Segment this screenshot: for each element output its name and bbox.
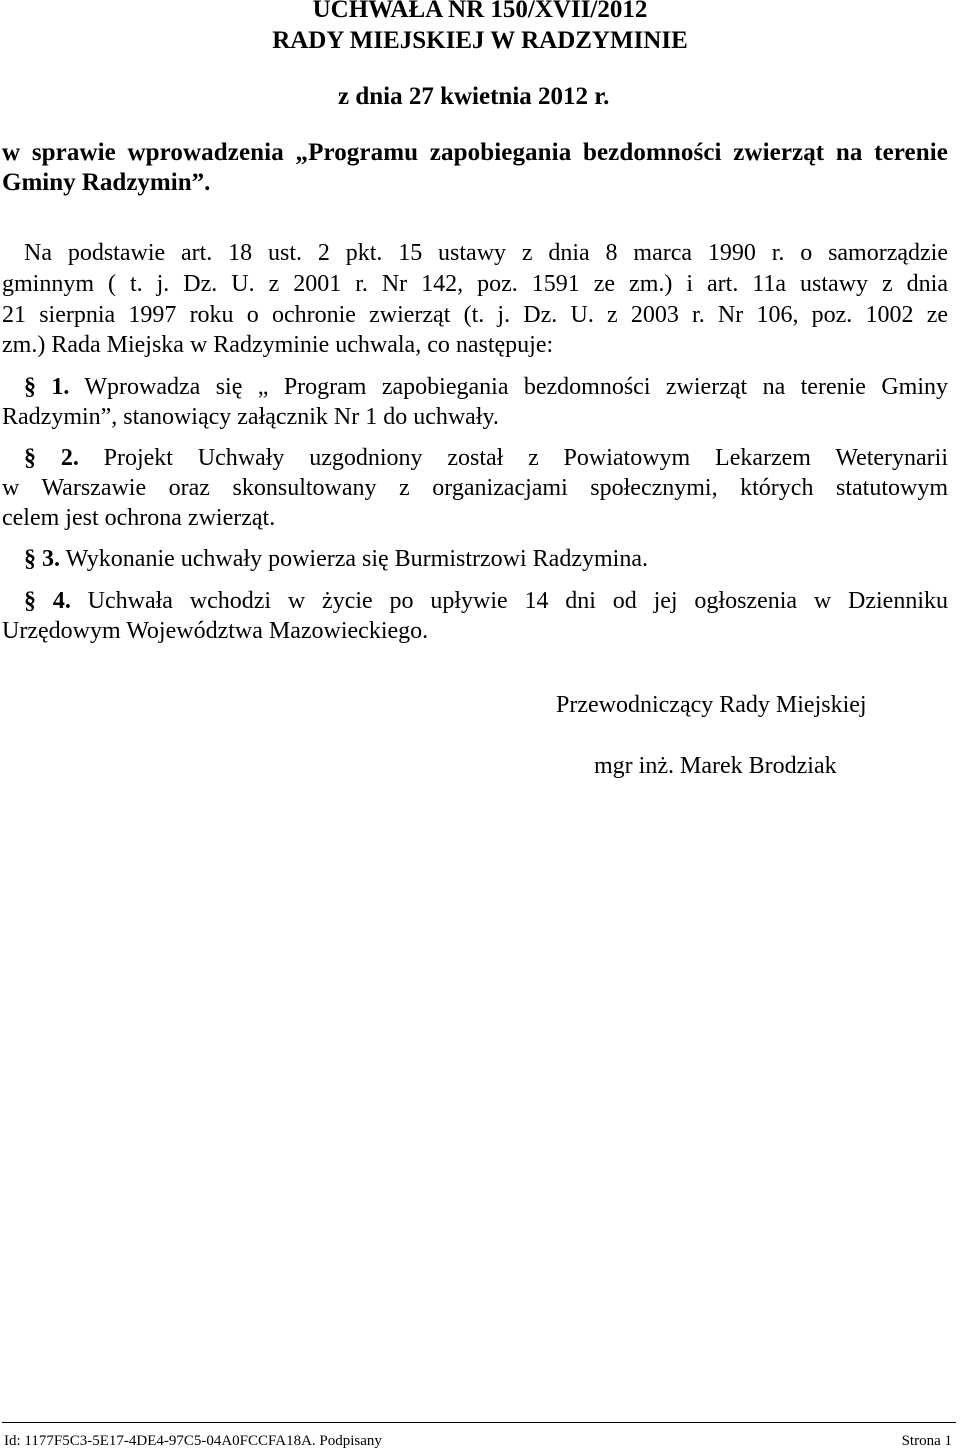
subject-line-2: Gminy Radzymin”. (2, 169, 211, 196)
section-3-number: § 3. (24, 546, 60, 572)
section-4-number: § 4. (24, 588, 71, 614)
section-2-line-2: w Warszawie oraz skonsultowany z organizacjami społecznymi, których statutowym (2, 475, 948, 501)
footer-divider (2, 1422, 956, 1423)
document-title: UCHWAŁA NR 150/XVII/2012 (312, 0, 648, 23)
footer-document-id: Id: 1177F5C3-5E17-4DE4-97C5-04A0FCCFA18A. Podpisany (4, 1433, 382, 1449)
section-2-line-1 (24, 443, 948, 473)
section-3-text: Wykonanie uchwały powierza się Burmistrzowi Radzymina. (65, 546, 648, 572)
section-3-line-1 (24, 544, 948, 574)
document-issuer: RADY MIEJSKIEJ W RADZYMINIE (272, 27, 688, 54)
preamble-line-3: 21 sierpnia 1997 roku o ochronie zwierząt (t. j. Dz. U. z 2003 r. Nr 106, poz. 1002 ze (2, 302, 948, 328)
signature-role: Przewodniczący Rady Miejskiej (556, 692, 867, 718)
footer-page-number: Strona 1 (901, 1433, 952, 1449)
preamble-line-4: zm.) Rada Miejska w Radzyminie uchwala, co następuje: (2, 332, 554, 358)
section-2-text: Projekt Uchwały uzgodniony został z Powiatowym Lekarzem Weterynarii (103, 445, 949, 471)
section-1-number: § 1. (24, 374, 70, 400)
document-date: z dnia 27 kwietnia 2012 r. (338, 83, 610, 110)
preamble-line-1: Na podstawie art. 18 ust. 2 pkt. 15 ustawy z dnia 8 marca 1990 r. o samorządzie (24, 240, 948, 266)
section-2-line-3: celem jest ochrona zwierząt. (2, 505, 276, 531)
preamble-line-2: gminnym ( t. j. Dz. U. z 2001 r. Nr 142, poz. 1591 ze zm.) i art. 11a ustawy z dnia (2, 271, 948, 297)
signature-name: mgr inż. Marek Brodziak (594, 753, 837, 779)
section-4-line-2: Urzędowym Województwa Mazowieckiego. (2, 618, 429, 644)
section-1-line-1 (24, 372, 948, 402)
section-1-text: Wprowadza się „ Program zapobiegania bezdomności zwierząt na terenie Gminy (84, 374, 948, 400)
section-4-line-1 (24, 586, 948, 616)
section-4-text: Uchwała wchodzi w życie po upływie 14 dni od jej ogłoszenia w Dzienniku (87, 588, 949, 614)
section-1-line-2: Radzymin”, stanowiący załącznik Nr 1 do uchwały. (2, 404, 499, 430)
section-2-number: § 2. (24, 445, 79, 471)
subject-line-1: w sprawie wprowadzenia „Programu zapobiegania bezdomności zwierząt na terenie (2, 139, 948, 166)
